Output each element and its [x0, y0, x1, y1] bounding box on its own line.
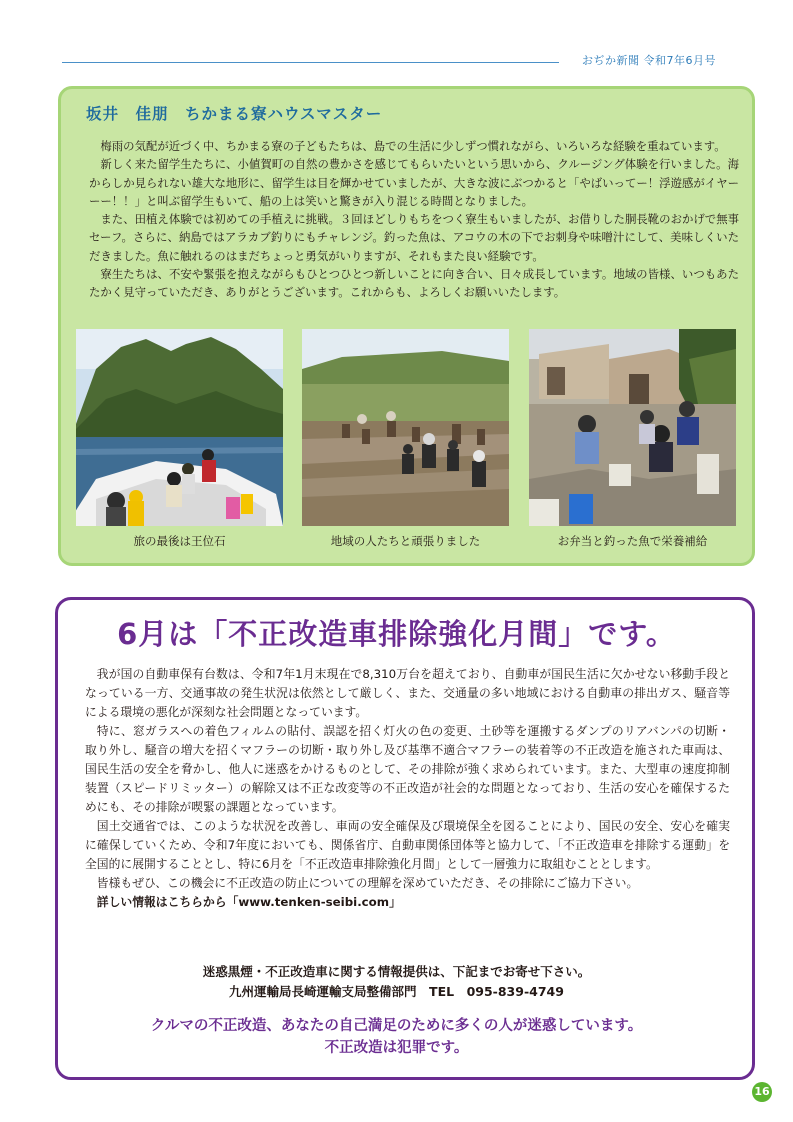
campaign-paragraph: 我が国の自動車保有台数は、令和7年1月末現在で8,310万台を超えており、自動車が国民生活に欠かせない移動手段となっている一方、交通事故の発生状況は依然として厳しく、また、交通量の多い地域における自動車の排出ガス、騒音等による環境の悪化が深刻な社会問題となっています。 [85, 667, 730, 719]
slogan-line: クルマの不正改造、あなたの自己満足のために多くの人が迷惑しています。 [150, 1018, 643, 1034]
dormitory-paragraph: 寮生たちは、不安や緊張を抱えながらもひとつひとつ新しいことに向き合い、日々成長しています。地域の皆様、いつもあたたかく見守っていただき、ありがとうございます。これからも、よろしくお願いいたします。 [89, 267, 739, 300]
campaign-url-link[interactable]: 詳しい情報はこちらから「www.tenken-seibi.com」 [96, 895, 401, 909]
contact-info [0, 962, 793, 1002]
page-number: 16 [752, 1082, 772, 1102]
dormitory-body [89, 137, 739, 302]
photo-caption: お弁当と釣った魚で栄養補給 [557, 534, 708, 548]
dormitory-paragraph: また、田植え体験では初めての手植えに挑戦。３回ほどしりもちをつく寮生もいましたが、お借りした胴長靴のおかげで無事セーフ。さらに、納島ではアラカブ釣りにもチャレンジ。釣った魚は、アコウの木の下でお刺身や味噌汁にして、美味しくいただきました。魚に触れるのはまだちょっと勇気がいりますが、それもまた良い経験です。 [89, 212, 739, 263]
dormitory-title: 坂井 佳朋 ちかまる寮ハウスマスター [86, 105, 383, 123]
newsletter-header: おぢか新聞 令和7年6月号 [582, 54, 716, 67]
campaign-slogan [0, 1015, 793, 1059]
dormitory-paragraph: 梅雨の気配が近づく中、ちかまる寮の子どもたちは、島での生活に少しずつ慣れながら、いろいろな経験を重ねています。 [100, 139, 726, 153]
campaign-paragraph: 国土交通省では、このような状況を改善し、車両の安全確保及び環境保全を図ることにより、国民の安全、安心を確実に確保していくため、令和7年度においても、関係省庁、自動車関係団体等と協力して、「不正改造車を排除する運動」を全国的に展開することとし、特に6月を「不正改造車排除強化月間」として一層強力に取組むこととします。 [85, 819, 730, 871]
dormitory-paragraph: 新しく来た留学生たちに、小値賀町の自然の豊かさを感じてもらいたいという思いから、クルージング体験を行いました。海からしか見られない雄大な地形に、留学生は目を輝かせていましたが、大きな波にぶつかると「やばいってー！浮遊感がイヤーーー！！」と叫ぶ留学生もいて、船の上は笑いと驚きが入り混じる時間となりました。 [89, 157, 739, 208]
campaign-paragraph: 特に、窓ガラスへの着色フィルムの貼付、誤認を招く灯火の色の変更、土砂等を運搬するダンプのリアバンパの切断・取り外し、騒音の増大を招くマフラーの切断・取り外し及び基準不適合マフラーの装着等の不正改造を施された車両は、国民生活の安全を脅かし、他人に迷惑をかけるものとして、その排除が強く求められています。また、大型車の速度抑制装置（スピードリミッター）の解除又は不正な改変等の不正改造が社会的な問題となっており、生活の安心を確保するためにも、その排除が喫緊の課題となっています。 [85, 724, 730, 814]
cruise-photo [76, 329, 283, 526]
campaign-body [85, 665, 730, 912]
header-rule [62, 62, 559, 63]
slogan-line: 不正改造は犯罪です。 [324, 1040, 469, 1056]
lunch-photo [529, 329, 736, 526]
campaign-title: 6月は「不正改造車排除強化月間」です。 [117, 617, 676, 651]
photo-caption: 地域の人たちと頑張りました [330, 534, 481, 548]
rice-planting-photo [302, 329, 509, 526]
contact-line: 迷惑黒煙・不正改造車に関する情報提供は、下記までお寄せ下さい。 [202, 964, 591, 979]
photo-caption: 旅の最後は王位石 [133, 534, 226, 548]
campaign-paragraph: 皆様もぜひ、この機会に不正改造の防止についての理解を深めていただき、その排除にご協力下さい。 [96, 876, 639, 890]
contact-phone: 九州運輸局長崎運輸支局整備部門 TEL 095-839-4749 [229, 984, 564, 999]
